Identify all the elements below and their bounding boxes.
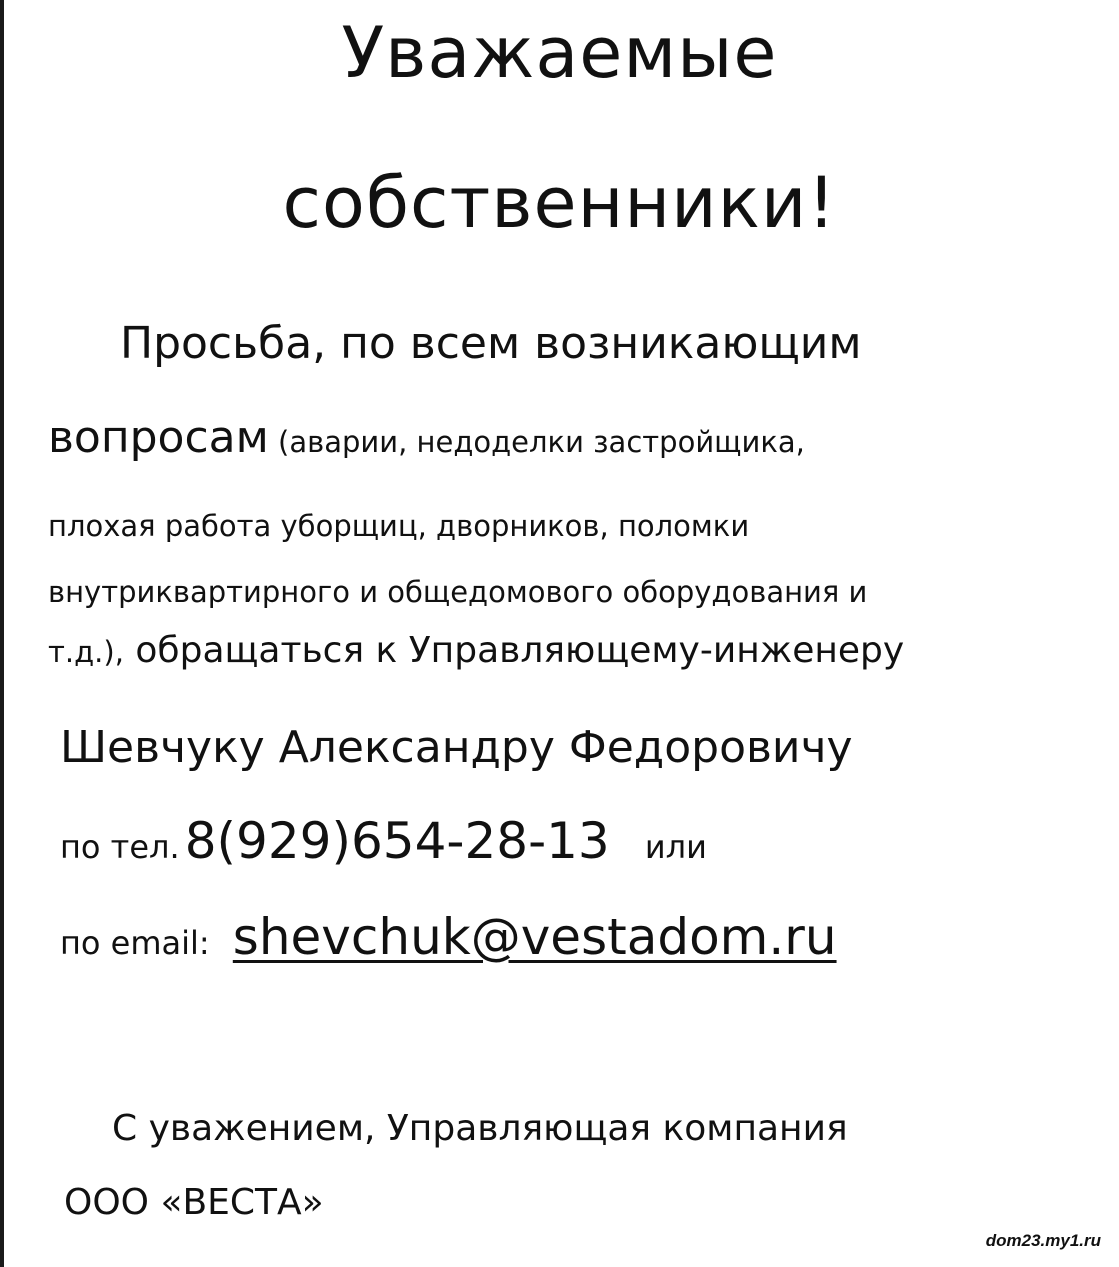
notice-title-line2: собственники! <box>282 162 837 244</box>
notice-body-line5 <box>48 630 904 671</box>
phone-prefix: по тел. <box>60 828 180 866</box>
phone-line <box>60 812 707 870</box>
email-prefix: по email: <box>60 924 210 962</box>
notice-body-line2 <box>48 412 805 463</box>
contact-name: Шевчуку Александру Федоровичу <box>60 722 853 773</box>
notice-body-line5-rest: обращаться к Управляющему-инженеру <box>123 630 905 671</box>
notice-body-line4: внутриквартирного и общедомового оборудования и <box>48 575 868 609</box>
email-line <box>60 908 837 966</box>
signature-line1: С уважением, Управляющая компания <box>112 1108 848 1149</box>
notice-title-line1: Уважаемые <box>341 12 778 94</box>
watermark: dom23.my1.ru <box>985 1231 1101 1250</box>
notice-body-line1: Просьба, по всем возникающим <box>120 318 862 369</box>
signature-line2: ООО «ВЕСТА» <box>64 1182 324 1223</box>
notice-body-line2-small: (аварии, недоделки застройщика, <box>268 425 805 459</box>
notice-body-line5-small: т.д.), <box>48 635 124 669</box>
notice-body-line2-big: вопросам <box>48 412 269 463</box>
notice-body-line3: плохая работа уборщиц, дворников, поломки <box>48 509 750 543</box>
phone-number[interactable]: 8(929)654-28-13 <box>184 812 610 870</box>
phone-suffix: или <box>644 828 707 866</box>
email-link[interactable]: shevchuk@vestadom.ru <box>232 908 837 966</box>
